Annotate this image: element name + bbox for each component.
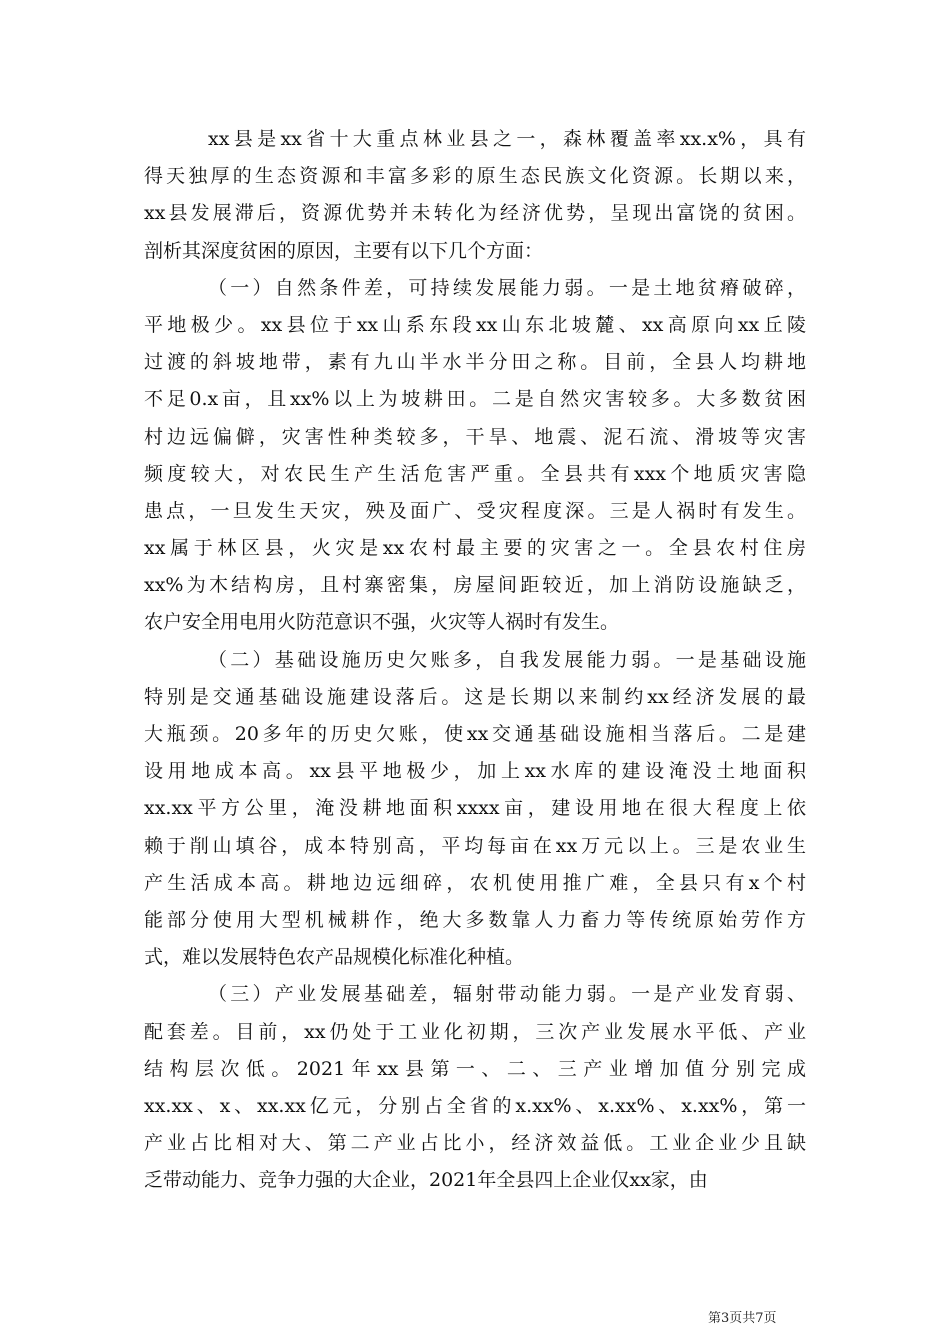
paragraph-line: xx县是xx省十大重点林业县之一，森林覆盖率xx.x%，具有 — [208, 128, 806, 150]
paragraph-line: （二）基础设施历史欠账多，自我发展能力弱。一是基础设施 — [208, 648, 806, 671]
paragraph-line: xx%为木结构房，且村寨密集，房屋间距较近，加上消防设施缺乏， — [144, 574, 806, 597]
page-number-footer: 第3页共7页 — [708, 1311, 777, 1326]
paragraph — [144, 270, 806, 642]
paragraph-line: 农户安全用电用火防范意识不强，火灾等人祸时有发生。 — [144, 611, 620, 634]
paragraph-line: xx属于林区县，火灾是xx农村最主要的灾害之一。全县农村住房 — [144, 537, 806, 560]
paragraph-line: 配套差。目前，xx仍处于工业化初期，三次产业发展水平低、产业 — [144, 1020, 806, 1043]
paragraph-line: 产业占比相对大、第二产业占比小，经济效益低。工业企业少且缺 — [144, 1132, 806, 1155]
paragraph-line: xx.xx、x、xx.xx亿元，分别占全省的x.xx%、x.xx%、x.xx%，第一 — [144, 1094, 806, 1117]
paragraph-line: 结构层次低。2021年xx县第一、二、三产业增加值分别完成 — [144, 1057, 806, 1080]
paragraph-line: 患点，一旦发生天灾，殃及面广、受灾程度深。三是人祸时有发生。 — [144, 499, 806, 522]
paragraph-line: 频度较大，对农民生产生活危害严重。全县共有xxx个地质灾害隐 — [144, 462, 806, 485]
paragraph-line: 产生活成本高。耕地边远细碎，农机使用推广难，全县只有x个村 — [144, 871, 806, 894]
paragraph-line: 剖析其深度贫困的原因，主要有以下几个方面： — [144, 239, 544, 262]
paragraph-line: 式，难以发展特色农产品规模化标准化种植。 — [144, 946, 525, 969]
paragraph-line: 得天独厚的生态资源和丰富多彩的原生态民族文化资源。长期以来， — [144, 165, 806, 188]
paragraph — [144, 642, 806, 977]
paragraph-line: 过渡的斜坡地带，素有九山半水半分田之称。目前，全县人均耕地 — [144, 351, 806, 374]
paragraph-line: （一）自然条件差，可持续发展能力弱。一是土地贫瘠破碎， — [208, 276, 806, 299]
document-body — [144, 121, 806, 1199]
paragraph-line: （三）产业发展基础差，辐射带动能力弱。一是产业发育弱、 — [208, 983, 806, 1006]
paragraph-line: 不足0.x亩，且xx%以上为坡耕田。二是自然灾害较多。大多数贫困 — [144, 388, 806, 411]
paragraph — [144, 976, 806, 1199]
paragraph-line: 平地极少。xx县位于xx山系东段xx山东北坡麓、xx高原向xx丘陵 — [144, 313, 806, 336]
paragraph-line: xx县发展滞后，资源优势并未转化为经济优势，呈现出富饶的贫困。 — [144, 202, 806, 225]
paragraph-line: 乏带动能力、竞争力强的大企业，2021年全县四上企业仅xx家，由 — [144, 1169, 708, 1192]
paragraph-line: 设用地成本高。xx县平地极少，加上xx水库的建设淹没土地面积 — [144, 760, 806, 783]
paragraph-line: 特别是交通基础设施建设落后。这是长期以来制约xx经济发展的最 — [144, 685, 806, 708]
paragraph-line: 大瓶颈。20多年的历史欠账，使xx交通基础设施相当落后。二是建 — [144, 723, 806, 745]
paragraph-line: 村边远偏僻，灾害性种类较多，干旱、地震、泥石流、滑坡等灾害 — [144, 425, 806, 448]
paragraph — [144, 121, 806, 270]
paragraph-line: xx.xx平方公里，淹没耕地面积xxxx亩，建设用地在很大程度上依 — [144, 797, 806, 820]
paragraph-line: 赖于削山填谷，成本特别高，平均每亩在xx万元以上。三是农业生 — [144, 834, 806, 857]
paragraph-line: 能部分使用大型机械耕作，绝大多数靠人力畜力等传统原始劳作方 — [144, 908, 806, 931]
